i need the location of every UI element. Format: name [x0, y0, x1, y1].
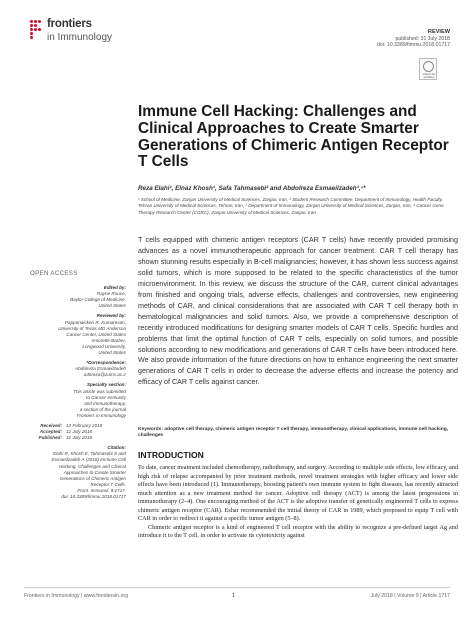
- specialty-value: This article was submitted to Cancer Immunity and Immunotherapy, a section of the journal Frontiers in Immunology: [73, 388, 126, 418]
- page-footer: [24, 587, 450, 599]
- article-affiliations: ¹ School of Medicine, Zanjan University of Medical Sciences, Zanjan, Iran, ² Student Research Committee, Department of Immunology, Health Faculty, Tehran University of Medical Sciences, Tehran, Iran, ³ Department of Immunology, Zanjan University of Medical Sciences, Zanjan, Iran, ⁴ Cancer Gene Therapy Research Center (CGRC), Zanjan University of Medical Sciences, Zanjan, Iran: [138, 197, 444, 215]
- received-label: Received:: [40, 422, 62, 428]
- frontiers-logo-icon: [30, 20, 44, 40]
- footer-journal-link[interactable]: Frontiers in Immunology | www.frontiersin.org: [24, 593, 128, 599]
- check-for-updates-icon: [423, 61, 434, 72]
- open-access-label: OPEN ACCESS: [30, 270, 78, 277]
- article-header-meta: [377, 29, 450, 49]
- introduction-body: [138, 464, 458, 541]
- page-number: 1: [232, 593, 235, 599]
- citation-label: Citation:: [107, 445, 126, 451]
- reviewed-by-label: Reviewed by:: [96, 313, 126, 319]
- check-updates-badge[interactable]: [419, 58, 437, 80]
- citation-value: Elahi R, Khosh E, Tahmasebi S and Esmaeilzadeh A (2018) Immune Cell Hacking: Challenges and Clinical Approaches to Create Smarter Generations of Chimeric Antigen Receptor T Cells. Front. Immunol. 9:1717. doi: 10.3389/fimmu.2018.01717: [51, 451, 126, 499]
- accepted-label: Accepted:: [39, 429, 62, 435]
- specialty-label: Specialty section:: [86, 382, 126, 388]
- body-paragraph: Chimeric antigen receptor is a kind of engineered T cell receptor with the ability to recognize a pre-defined target Ag and introduce it to the T cell, in order to activate its cytotoxicity against: [138, 523, 458, 540]
- published-date: published: 31 July 2018: [395, 35, 450, 42]
- published-date-sidebar: 31 July 2018: [66, 435, 93, 441]
- article-dates: [30, 423, 126, 441]
- received-date: 13 February 2018: [66, 422, 103, 428]
- edited-by-value: Rayne Rouce, Baylor College of Medicine, United States: [70, 291, 126, 309]
- article-title: Immune Cell Hacking: Challenges and Clinical Approaches to Create Smarter Generations of Chimeric Antigen Receptor T Cells: [138, 103, 449, 171]
- keywords: [138, 427, 458, 440]
- article-type: REVIEW: [427, 29, 450, 35]
- correspondence-label: *Correspondence:: [86, 360, 126, 366]
- accepted-date: 12 July 2018: [66, 429, 93, 435]
- journal-subtitle: in Immunology: [47, 32, 113, 43]
- article-info-sidebar: [30, 271, 126, 504]
- footer-issue-info: July 2018 | Volume 9 | Article 1717: [370, 593, 450, 599]
- check-updates-label: Check for updates: [422, 72, 436, 80]
- body-paragraph: To date, cancer treatment included chemotherapy, radiotherapy, and surgery. According to multiple side effects, low efficacy, and high risk of relapse accompanied by prior treatment methods, novel treatment strategies with higher efficacy and lower side effects have been introduced (1). Immunotherapy, boosting patient's own immune system to fight diseases, has recently attracted much attention as a new treatment method for cancer. Adoptive cell therapy (ACT) is among the latest progressions in immunotherapy (2–4). One encouraging method of the ACT is the adoptive transfer of genetically engineered T cells to express chimeric antigen receptor (CAR). Eshar recommended the initial theory of CAR in 1989, which proposed to equip T cell with CAR in order to redirect it against a specific tumor antigen (5–8).: [138, 464, 458, 523]
- keywords-label: Keywords:: [138, 427, 164, 432]
- journal-name: frontiers: [47, 18, 92, 30]
- reviewed-by-value: Pappanaicken R. Kumaresan, University of Texas MD Anderson Cancer Center, United States Amorette Barber, Longwood University, United States: [58, 319, 126, 356]
- article-doi[interactable]: doi: 10.3389/fimmu.2018.01717: [377, 42, 450, 49]
- correspondence-value[interactable]: Abdolreza Esmaeilzadeh a46reza@zums.ac.ir: [75, 366, 126, 378]
- article-authors: Reza Elahi¹, Elnaz Khosh¹, Safa Tahmasebi² and Abdolreza Esmaeilzadeh³,⁴*: [138, 185, 366, 192]
- keywords-list: adoptive cell therapy, chimeric antigen receptor T cell therapy, immunotherapy, clinical applications, immune cell hacking, challenges: [138, 427, 449, 439]
- section-heading: INTRODUCTION: [138, 450, 204, 460]
- article-abstract: T cells equipped with chimeric antigen receptors (CAR T cells) have recently provided promising advances as a novel immunotherapeutic approach for cancer treatment. CAR T cell therapy has shown stunning results especially in B-cell malignancies; however, it has shown less success against solid tumors, which is more supposed to be related to the specific characteristics of the tumor microenvironment. In this review, we discuss the structure of the CAR, current clinical advantages from finished and ongoing trials, adverse effects, challenges and controversies, new engineering methods of CAR, and clinical considerations that are associated with CAR T cell therapy both in hematological malignancies and solid tumors. Also, we provide a comprehensive description of recently introduced modifications for designing smarter models of CAR T cells. Specific hurdles and problems that limit the optimal function of CAR T cells, especially on solid tumors, and possible solutions according to new modifications and generations of CAR T cells have been introduced here. We also provide information of the future directions on how to enhance engineering the next smarter generations of CAR T cells in order to decrease the adverse effects and increase the potency and efficacy of CAR T cells against cancer.: [138, 236, 458, 387]
- journal-logo: [30, 18, 140, 50]
- edited-by-label: Edited by:: [103, 285, 126, 291]
- published-label: Published:: [38, 435, 62, 441]
